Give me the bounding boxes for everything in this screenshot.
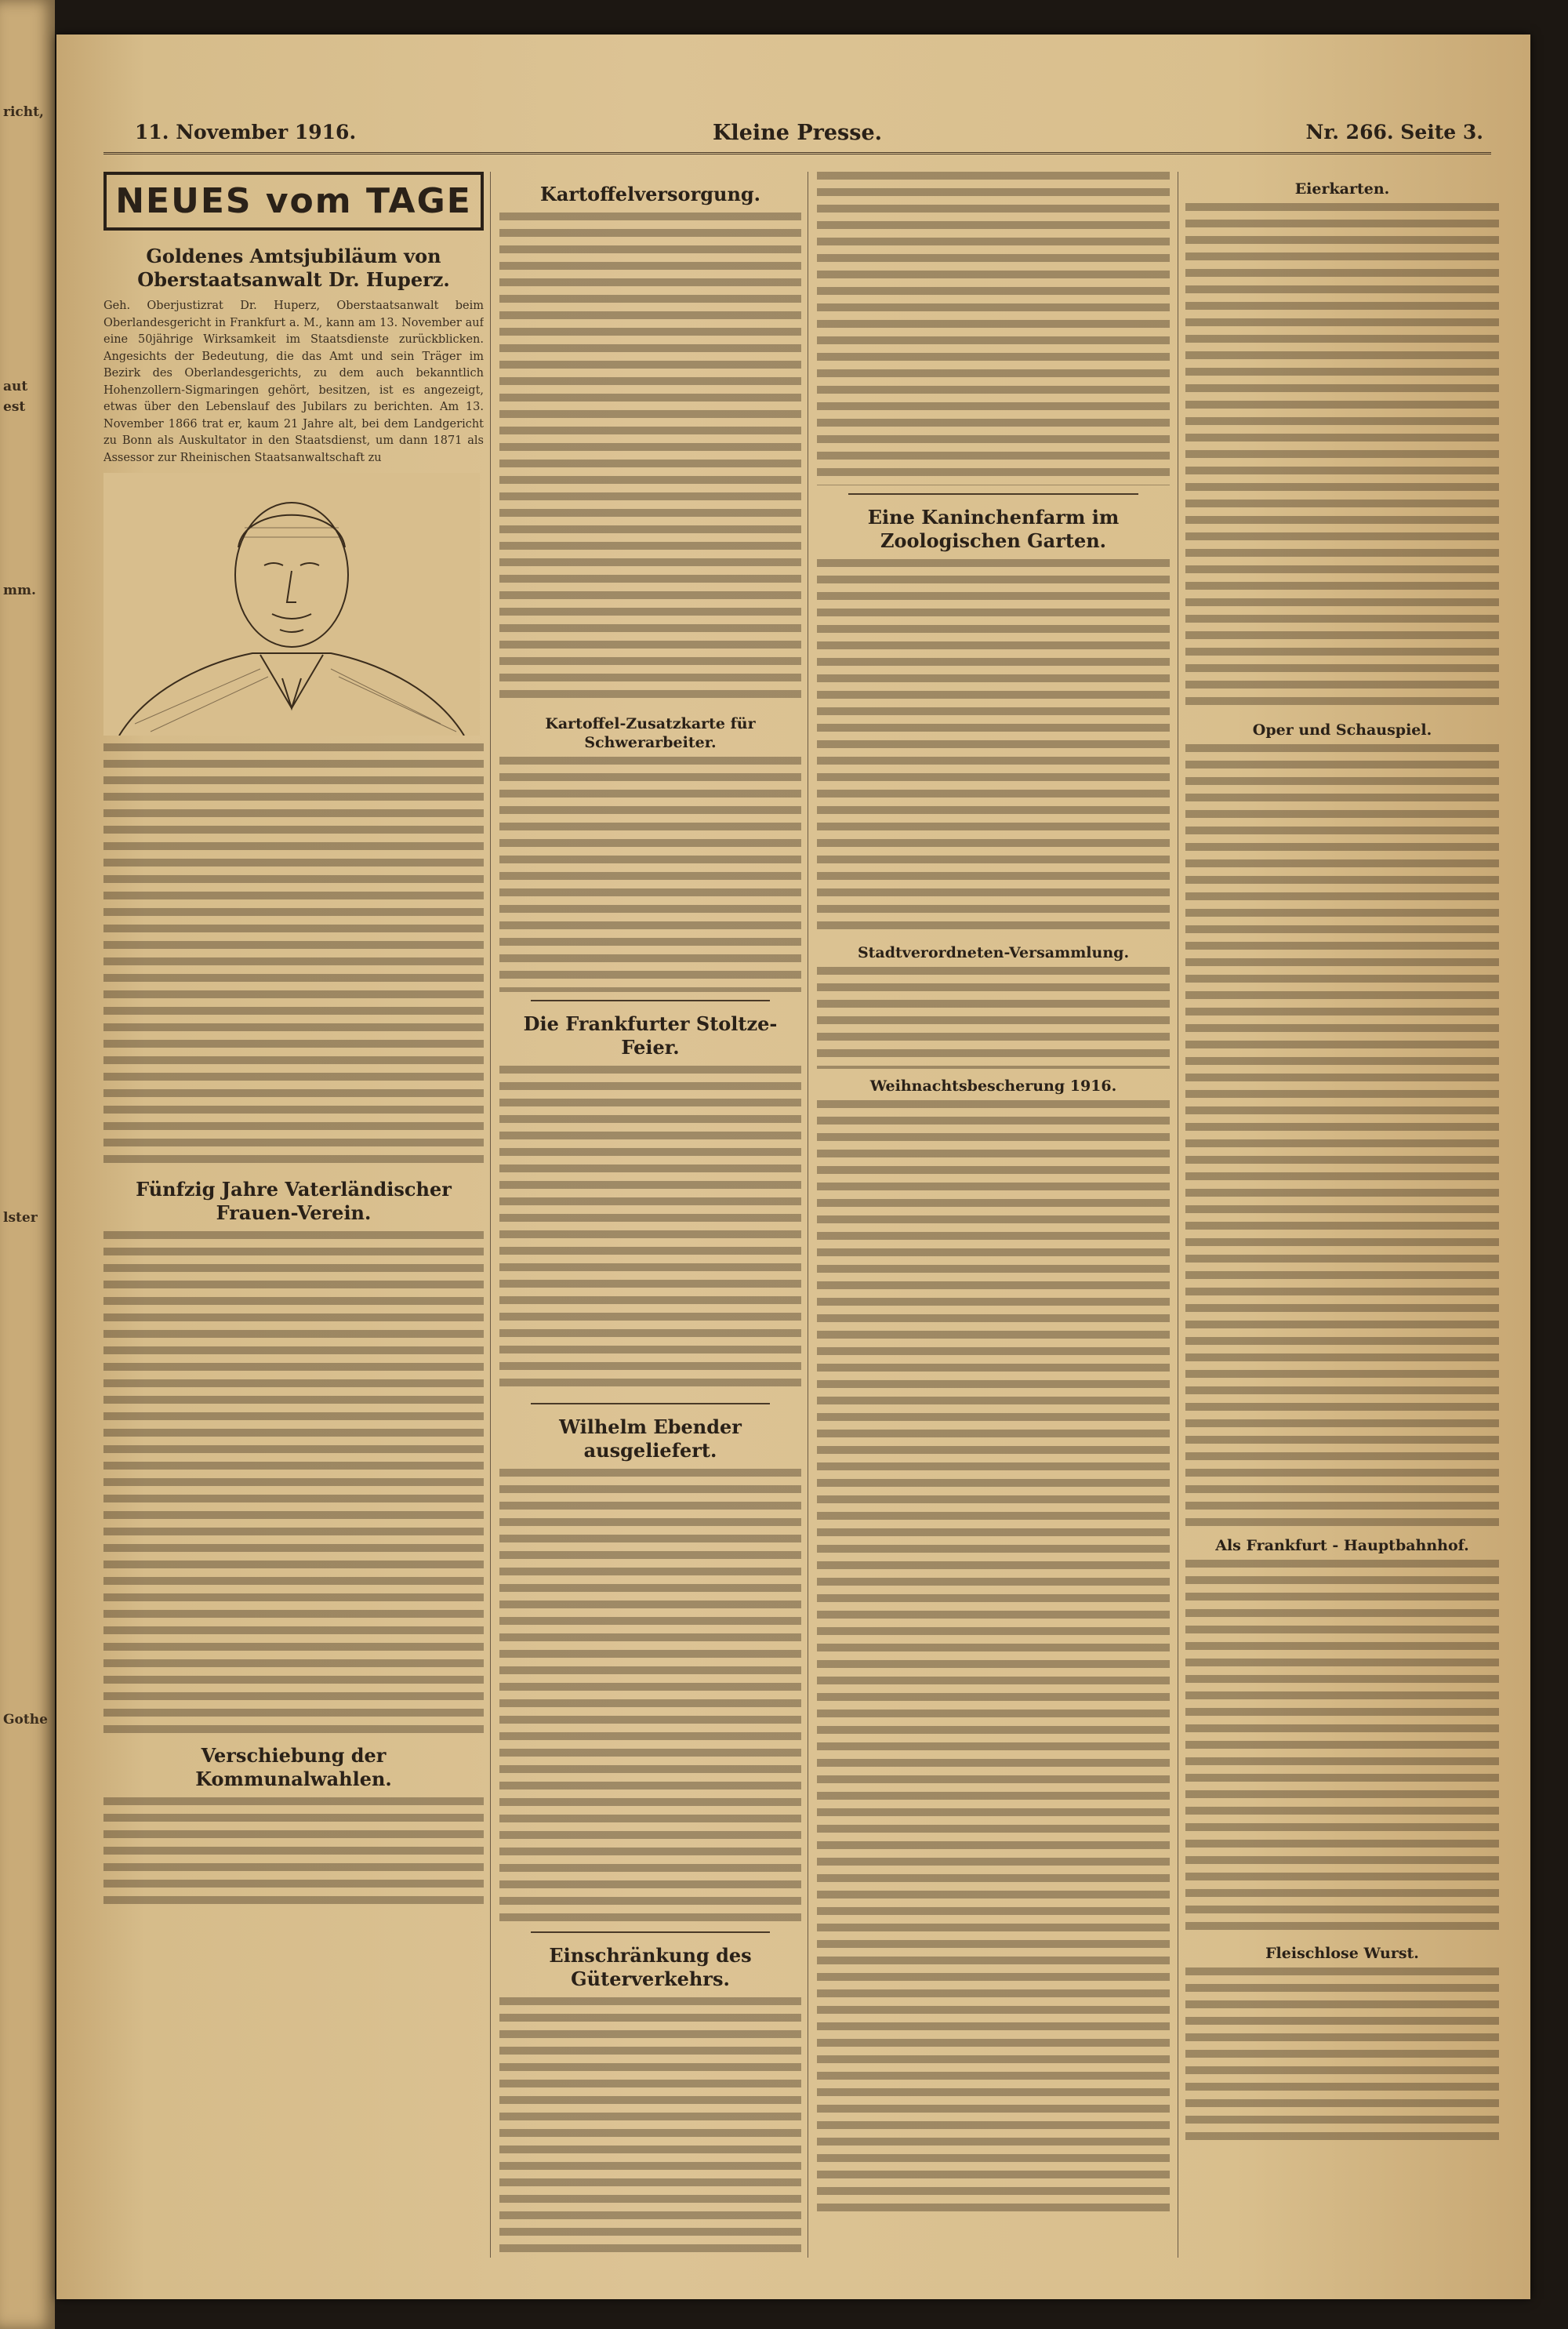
sub-heading: Oper und Schauspiel. (1252, 721, 1432, 739)
article-heading: Eine Kaninchenfarm im Zoologischen Garten. (867, 506, 1120, 552)
article-heading: Einschränkung des Güterverkehrs. (549, 1944, 752, 1990)
portrait-illustration (103, 473, 480, 736)
masthead-title: NEUES vom TAGE (115, 181, 472, 221)
text-block (817, 1100, 1170, 2214)
sub-heading: Als Frankfurt - Hauptbahnhof. (1215, 1537, 1469, 1554)
column-4 (1185, 172, 1499, 2258)
portrait-engraving (103, 473, 480, 736)
newspaper-page (56, 35, 1530, 2299)
divider (848, 493, 1138, 495)
text-block (817, 559, 1170, 936)
text-block (817, 967, 1170, 1069)
divider (531, 1403, 770, 1404)
column-rule (490, 172, 491, 2258)
text-block (103, 1797, 484, 1907)
divider (531, 1000, 770, 1001)
text-block (1185, 1967, 1499, 2140)
sub-heading: Fleischlose Wurst. (1265, 1945, 1419, 1962)
masthead (103, 172, 484, 231)
previous-page-edge (0, 0, 55, 2329)
column-2 (499, 172, 801, 2258)
sub-heading: Kartoffel-Zusatzkarte für Schwerarbeiter. (545, 715, 756, 751)
prev-page-fragment: aut est (3, 379, 28, 415)
prev-page-fragment: richt, (3, 104, 44, 120)
prev-page-fragment: lster (3, 1210, 38, 1226)
text-block (103, 743, 484, 1167)
column-3 (817, 172, 1170, 2258)
article-heading: Die Frankfurter Stoltze-Feier. (523, 1012, 778, 1059)
text-block (499, 213, 801, 707)
article-heading: Verschiebung der Kommunalwahlen. (195, 1744, 392, 1790)
text-block (1185, 203, 1499, 713)
article-heading: Fünfzig Jahre Vaterländischer Frauen-Verein. (136, 1178, 452, 1224)
text-block (817, 172, 1170, 485)
column-1 (103, 172, 484, 2258)
article-heading: Wilhelm Ebender ausgeliefert. (559, 1415, 742, 1462)
sub-heading: Weihnachtsbescherung 1916. (869, 1077, 1117, 1095)
text-block (499, 757, 801, 992)
text-block (499, 1997, 801, 2258)
article-text: Geh. Oberjustizrat Dr. Huperz, Oberstaatsanwalt beim Oberlandesgericht in Frankfurt a. M., kann am 13. November auf eine 50jährige Wirksamkeit im Staatsdienste zurückblicken. Angesichts der Bedeutung, die das Amt und sein Träger im Bezirk des Oberlandesgerichts, zu dem auch bekanntlich Hohenzollern-Sigmaringen gehört, besitzen, ist es angezeigt, etwas über den Lebenslauf des Jubilars zu berichten. Am 13. November 1866 trat er, kaum 21 Jahre alt, bei dem Landgericht zu Bonn als Auskultator in den Staatsdienst, um dann 1871 als Assessor zur Rheinischen Staatsanwaltschaft zu (103, 300, 484, 464)
page-header (103, 113, 1491, 154)
text-block (103, 1231, 484, 1733)
article-heading: Kartoffelversorgung. (539, 183, 761, 205)
text-block (1185, 744, 1499, 1528)
sub-heading: Eierkarten. (1294, 180, 1390, 198)
sub-heading: Stadtverordneten-Versammlung. (857, 944, 1130, 961)
paper-title: Kleine Presse. (712, 121, 883, 145)
text-block (1185, 1560, 1499, 1936)
divider (531, 1931, 770, 1933)
prev-page-fragment: mm. (3, 583, 36, 598)
text-block (499, 1469, 801, 1924)
issue-date: 11. November 1916. (135, 121, 357, 144)
prev-page-fragment: Gothe (3, 1712, 48, 1728)
issue-number: Nr. 266. Seite 3. (1305, 121, 1483, 144)
text-block (499, 1066, 801, 1395)
article-heading: Goldenes Amtsjubiläum von Oberstaatsanwalt Dr. Huperz. (137, 245, 450, 291)
